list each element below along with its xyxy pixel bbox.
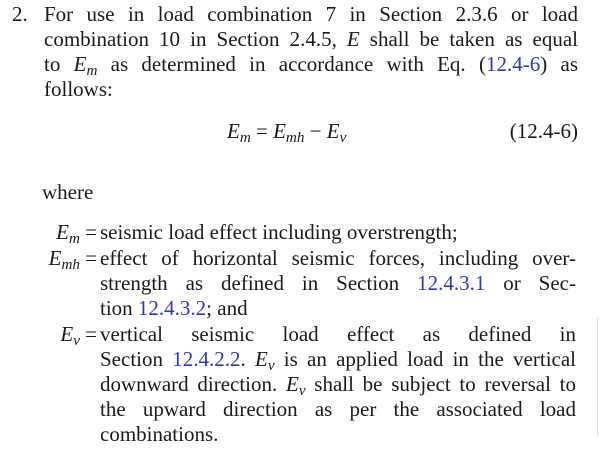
minus-sign: − [304,119,327,143]
item-line-4: follows: [44,77,113,101]
margin-rule [597,318,598,436]
equation-number: (12.4-6) [509,119,578,143]
variable-e: E [346,27,360,51]
definition-term: $E_{mh}$ = [48,246,97,274]
section-link-12-4-3-2[interactable]: 12.4.3.2 [137,296,207,320]
definition-ev [40,322,578,447]
definition-term: $E_v$ = [60,322,97,350]
section-link-12-4-3-1[interactable]: 12.4.3.1 [417,271,486,295]
definition-emh [40,246,578,321]
equals-sign: = [250,119,274,143]
definition-description: effect of horizontal seismic forces, including over- strength as defined in Section 12.4.3.1 or Sec- tion 12.4.3.2; and [100,246,576,320]
equation-term-ev: $E_v$ [326,119,347,147]
definition-list [40,220,578,447]
section-link-12-4-2-2[interactable]: 12.4.2.2 [172,347,241,371]
definition-description: seismic load effect including overstrength; [100,220,458,244]
definition-term: $E_m$ = [56,220,97,248]
equation-link-12-4-6[interactable]: 12.4-6 [485,52,541,76]
item-line-2: combination 10 in Section 2.4.5, E shall be taken as equal [44,27,578,51]
equation-lhs: $E_m$ [227,119,251,147]
definition-em [40,220,578,248]
item-text [44,2,578,102]
equation-12-4-6 [227,117,346,145]
item-line-3: to $E_m$ as determined in accordance with Eq. (12.4-6) as [44,52,578,80]
item-line-1: For use in load combination 7 in Section 2.3.6 or load [44,2,578,26]
equation-term-emh: $E_{mh}$ [273,119,305,147]
item-number: 2. [12,2,28,26]
where-label: where [42,180,94,204]
definition-description: vertical seismic load effect as defined in Section 12.4.2.2. $E_v$ is an applied load in the vertical downward direction. $E_v$ shall be subject to reversal to the upward direction as per the associated load combinations. [100,322,577,446]
variable-e-m: $E_m$ [73,52,98,80]
